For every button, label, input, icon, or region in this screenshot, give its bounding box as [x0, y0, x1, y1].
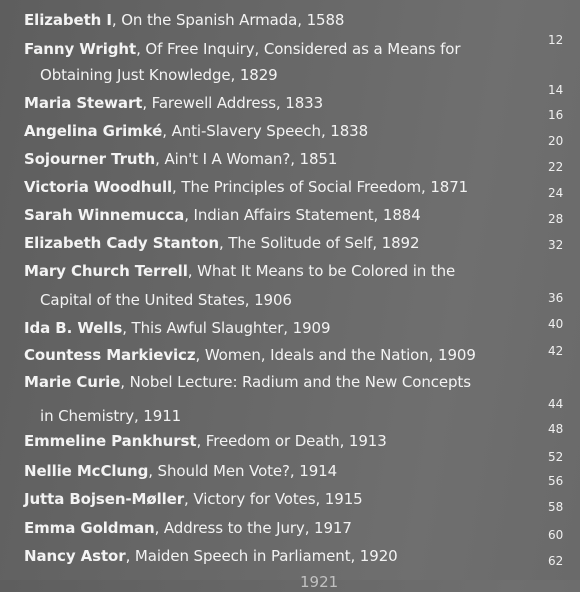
entry-author: Marie Curie	[24, 373, 121, 391]
page-number: 36	[548, 291, 564, 305]
entry-author: Jutta Bojsen-Møller	[24, 490, 185, 508]
entry-author: Elizabeth Cady Stanton	[24, 234, 219, 252]
toc-entry-continuation: Capital of the United States, 1906	[40, 291, 292, 309]
toc-entry-continuation: Obtaining Just Knowledge, 1829	[40, 66, 278, 84]
page-number: 62	[548, 554, 564, 568]
toc-entry	[24, 489, 363, 509]
entry-author: Fanny Wright	[24, 40, 137, 58]
entry-title: , Anti-Slavery Speech, 1838	[162, 122, 369, 140]
entry-title: , Should Men Vote?, 1914	[148, 462, 338, 480]
page-number: 12	[548, 33, 564, 47]
page-number: 48	[548, 422, 564, 436]
toc-entry	[24, 518, 352, 538]
toc-entry	[24, 261, 455, 281]
cutoff-entry-text: 1921	[300, 573, 339, 591]
page-number: 42	[548, 344, 564, 358]
entry-author: Ida B. Wells	[24, 319, 123, 337]
page-number: 56	[548, 474, 564, 488]
toc-entry	[24, 345, 476, 365]
entry-title: , On the Spanish Armada, 1588	[111, 11, 345, 29]
page-number: 58	[548, 500, 564, 514]
page-number: 20	[548, 134, 564, 148]
entry-author: Nancy Astor	[24, 547, 126, 565]
entry-title: , The Solitude of Self, 1892	[218, 234, 420, 252]
entry-author: Sojourner Truth	[24, 150, 156, 168]
entry-title: , Victory for Votes, 1915	[184, 490, 363, 508]
toc-entry	[24, 431, 387, 451]
entry-author: Elizabeth I	[24, 11, 112, 29]
page-number: 14	[548, 83, 564, 97]
toc-entry	[24, 233, 419, 253]
toc-entry	[24, 177, 468, 197]
entry-title: , Maiden Speech in Parliament, 1920	[125, 547, 398, 565]
entry-title: , Nobel Lecture: Radium and the New Concepts	[120, 373, 471, 391]
entry-title: , What It Means to be Colored in the	[187, 262, 456, 280]
entry-title: , Freedom or Death, 1913	[196, 432, 387, 450]
page-number: 60	[548, 528, 564, 542]
entry-title: , Indian Affairs Statement, 1884	[184, 206, 421, 224]
page-number: 22	[548, 160, 564, 174]
entry-author: Countess Markievicz	[24, 346, 196, 364]
entry-author: Emma Goldman	[24, 519, 155, 537]
entry-title: , Of Free Inquiry, Considered as a Means for	[136, 40, 461, 58]
entry-title: , Women, Ideals and the Nation, 1909	[195, 346, 476, 364]
page-number: 44	[548, 397, 564, 411]
page-number: 40	[548, 317, 564, 331]
toc-entry-continuation: in Chemistry, 1911	[40, 407, 182, 425]
toc-entry	[24, 546, 398, 566]
toc-entry	[24, 39, 460, 59]
toc-entry	[24, 461, 337, 481]
entry-author: Maria Stewart	[24, 94, 143, 112]
page-number: 52	[548, 450, 564, 464]
entry-author: Angelina Grimké	[24, 122, 163, 140]
entry-author: Sarah Winnemucca	[24, 206, 185, 224]
entry-title: , Farewell Address, 1833	[142, 94, 324, 112]
toc-entry	[24, 121, 368, 141]
entry-author: Emmeline Pankhurst	[24, 432, 197, 450]
entry-title: , Address to the Jury, 1917	[154, 519, 352, 537]
page-number: 32	[548, 238, 564, 252]
toc-entry	[24, 205, 421, 225]
toc-entry	[24, 372, 471, 392]
entry-title: , Ain't I A Woman?, 1851	[155, 150, 338, 168]
toc-entry	[24, 93, 323, 113]
toc-entry	[24, 10, 344, 30]
entry-title: , The Principles of Social Freedom, 1871	[172, 178, 469, 196]
page-number: 28	[548, 212, 564, 226]
page-number: 24	[548, 186, 564, 200]
toc-entry	[24, 149, 337, 169]
entry-title: , This Awful Slaughter, 1909	[122, 319, 331, 337]
toc-entry	[24, 318, 330, 338]
entry-author: Nellie McClung	[24, 462, 149, 480]
entry-author: Mary Church Terrell	[24, 262, 188, 280]
page-number: 16	[548, 108, 564, 122]
entry-author: Victoria Woodhull	[24, 178, 173, 196]
